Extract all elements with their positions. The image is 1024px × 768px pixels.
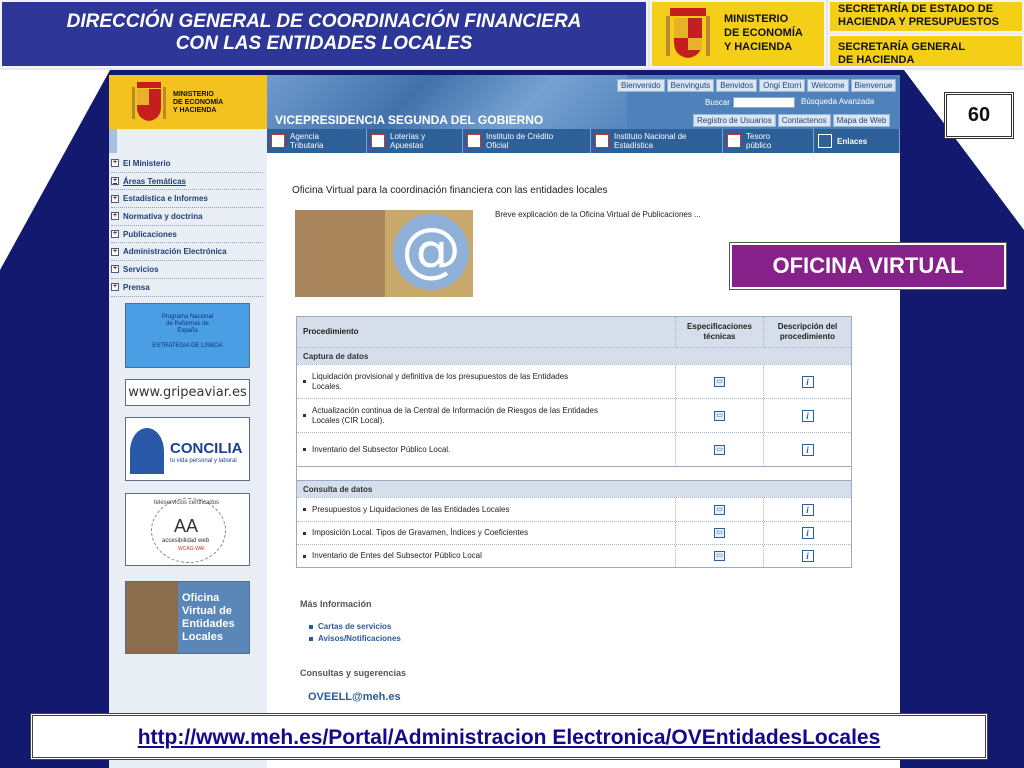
sec2-line2: DE HACIENDA — [838, 54, 915, 66]
aa-subtitle: accesibilidad web — [162, 538, 210, 544]
slide-header — [0, 0, 1024, 70]
info-icon[interactable]: i — [802, 527, 814, 539]
table-row — [297, 521, 851, 544]
computer-icon[interactable]: ▭ — [714, 505, 725, 515]
ine-icon — [595, 134, 609, 148]
menu-label: Estadística e Informes — [123, 194, 208, 204]
bullet-icon — [309, 637, 313, 641]
expand-icon: + — [112, 159, 118, 167]
url-caption[interactable]: http://www.meh.es/Portal/Administracion Electronica/OVEntidadesLocales — [30, 713, 988, 760]
nav-label-6: Enlaces — [837, 136, 868, 146]
nav-label-5b: público — [746, 141, 772, 150]
col-especificaciones — [675, 317, 763, 347]
spec-cell — [675, 522, 763, 544]
nav-label-1b: Tributaria — [290, 141, 324, 150]
col3-line2: procedimiento — [779, 332, 836, 341]
promo-pnr[interactable] — [125, 303, 250, 368]
spec-cell — [675, 498, 763, 521]
spec-cell — [675, 365, 763, 398]
bullet-icon — [303, 380, 306, 383]
site-banner — [267, 75, 900, 129]
table-row — [297, 497, 851, 521]
contact-email[interactable]: OVEELL@meh.es — [308, 691, 401, 703]
table-row — [297, 432, 851, 466]
lang-link[interactable]: Welcome — [807, 79, 848, 92]
lang-link[interactable]: Benvinguts — [667, 79, 715, 92]
expand-icon: + — [112, 247, 118, 255]
expand-icon: + — [112, 212, 118, 220]
row-text: Liquidación provisional y definitiva de los presupuestos de las Entidades — [312, 371, 569, 381]
menu-label: Publicaciones — [123, 229, 177, 239]
tele-label: teleservicios certificados — [154, 500, 220, 506]
ministry-line1: MINISTERIO — [724, 13, 789, 25]
desc-cell — [763, 433, 851, 466]
ove-text — [182, 592, 235, 644]
nav-item-ine[interactable] — [591, 129, 723, 153]
procedure-link[interactable] — [297, 445, 675, 455]
table-header — [297, 317, 851, 347]
menu-label: El Ministerio — [123, 158, 171, 168]
nav-label-1a: Agencia — [290, 132, 319, 141]
register-link[interactable]: Registro de Usuarios — [693, 114, 776, 127]
col2-line2: técnicas — [703, 332, 736, 341]
menu-item-ministerio[interactable] — [111, 155, 263, 173]
table-row — [297, 398, 851, 432]
lang-link[interactable]: Bienvenido — [617, 79, 665, 92]
building-photo — [126, 582, 178, 653]
info-icon[interactable]: i — [802, 410, 814, 422]
ove-line4: Locales — [182, 631, 223, 643]
promo-concilia[interactable] — [125, 417, 250, 481]
site-logo-text — [173, 91, 223, 115]
secretaria-estado — [828, 0, 1024, 33]
expand-icon: + — [112, 283, 118, 291]
bullet-icon — [303, 555, 306, 558]
coat-of-arms-icon — [129, 81, 169, 123]
expand-icon: + — [112, 177, 118, 185]
sitemap-link[interactable]: Mapa de Web — [833, 114, 891, 127]
desc-cell — [763, 365, 851, 398]
desc-cell — [763, 545, 851, 567]
menu-item-estadistica[interactable] — [111, 190, 263, 208]
menu-label: Áreas Temáticas — [123, 176, 186, 186]
info-icon[interactable]: i — [802, 376, 814, 388]
sec1-line2: HACIENDA Y PRESUPUESTOS — [838, 16, 999, 28]
row-text: Inventario del Subsector Público Local. — [312, 444, 451, 454]
menu-item-admin-electronica[interactable] — [111, 243, 263, 261]
link-label: Cartas de servicios — [318, 622, 392, 631]
spec-cell — [675, 433, 763, 466]
section-captura: Captura de datos — [297, 347, 851, 364]
row-text: Presupuestos y Liquidaciones de las Entidades Locales — [312, 504, 510, 514]
spec-cell — [675, 545, 763, 567]
ministry-name — [724, 12, 803, 54]
procedure-link[interactable] — [297, 406, 675, 426]
building-photo — [295, 210, 385, 297]
search-label: Buscar — [705, 98, 730, 107]
table-row — [297, 544, 851, 567]
search-input[interactable] — [733, 97, 795, 108]
sidebar-strip — [109, 129, 117, 153]
nav-label-4a: Instituto Nacional de — [614, 132, 687, 141]
website-screenshot — [109, 75, 900, 768]
site-navbar — [267, 129, 900, 153]
promo-accesibilidad[interactable] — [125, 493, 250, 566]
family-icon — [130, 428, 164, 474]
bullet-icon — [303, 508, 306, 511]
spec-cell — [675, 399, 763, 432]
agencia-icon — [271, 134, 285, 148]
logo-line1: MINISTERIO — [173, 91, 214, 98]
bullet-icon — [309, 625, 313, 629]
row-text: Imposición Local. Tipos de Gravamen, Índices y Coeficientes — [312, 528, 529, 537]
table-spacer — [297, 466, 851, 480]
utility-links — [693, 114, 890, 127]
table-row — [297, 364, 851, 398]
page-title: Oficina Virtual para la coordinación financiera con las entidades locales — [292, 185, 608, 196]
slide-title-line2: CON LAS ENTIDADES LOCALES — [175, 33, 473, 54]
nav-label-3a: Instituto de Crédito — [486, 132, 554, 141]
link-label: Avisos/Notificaciones — [318, 634, 401, 643]
concilia-title: CONCILIA — [170, 440, 243, 457]
coat-of-arms-icon — [660, 6, 716, 62]
ministry-line2: DE ECONOMÍA — [724, 27, 803, 39]
promo-gripeaviar[interactable]: www.gripeaviar.es — [125, 379, 250, 406]
nav-label-2b: Apuestas — [390, 141, 424, 150]
desc-cell — [763, 522, 851, 544]
computer-icon[interactable]: ▭ — [714, 551, 725, 561]
menu-item-areas[interactable] — [111, 173, 263, 191]
lang-link[interactable]: Ongi Etorri — [759, 79, 805, 92]
logo-line3: Y HACIENDA — [173, 107, 217, 114]
nav-item-loterias[interactable] — [367, 129, 463, 153]
language-links — [617, 79, 896, 92]
bullet-icon — [303, 532, 306, 535]
enlaces-icon — [818, 134, 832, 148]
nav-item-agencia[interactable] — [267, 129, 367, 153]
nav-label-2a: Loterías y — [390, 132, 426, 141]
info-icon[interactable]: i — [802, 550, 814, 562]
slide-number: 60 — [944, 92, 1014, 139]
col2-line1: Especificaciones — [687, 322, 752, 331]
pnr-line1: Programa Nacional — [161, 314, 214, 320]
procedure-link[interactable] — [297, 505, 675, 515]
expand-icon: + — [112, 230, 118, 238]
banner-title: VICEPRESIDENCIA SEGUNDA DEL GOBIERNO — [275, 113, 544, 127]
bullet-icon — [303, 414, 306, 417]
procedure-link[interactable] — [297, 528, 675, 538]
lang-link[interactable]: Bienvenue — [851, 79, 897, 92]
menu-label: Prensa — [123, 282, 150, 292]
desc-cell — [763, 498, 851, 521]
lang-link[interactable]: Benvidos — [716, 79, 757, 92]
col-descripcion — [763, 317, 851, 347]
menu-label: Administración Electrónica — [123, 247, 227, 257]
menu-item-servicios[interactable] — [111, 261, 263, 279]
nav-item-enlaces[interactable] — [814, 129, 900, 153]
sidebar-menu — [111, 155, 263, 297]
ove-line1: Oficina — [182, 592, 220, 604]
menu-label: Servicios — [123, 264, 159, 274]
expand-icon: + — [112, 265, 118, 273]
row-text: Inventario de Entes del Subsector Público Local — [312, 551, 482, 560]
oficina-virtual-label: OFICINA VIRTUAL — [730, 243, 1006, 289]
ove-line2: Virtual de — [182, 605, 232, 617]
sec2-line1: SECRETARÍA GENERAL — [838, 41, 966, 53]
consult-heading: Consultas y sugerencias — [300, 668, 407, 678]
advanced-search-link[interactable]: Búsqueda Avanzada — [801, 97, 875, 106]
row-text: Locales. — [312, 381, 342, 391]
more-info-heading: Más Información — [300, 599, 372, 609]
link-avisos[interactable] — [309, 634, 401, 643]
concilia-subtitle: tu vida personal y laboral — [170, 458, 237, 464]
menu-label: Normativa y doctrina — [123, 211, 203, 221]
section-consulta: Consulta de datos — [297, 480, 851, 497]
tesoro-icon — [727, 134, 741, 148]
col-procedimiento: Procedimiento — [303, 327, 359, 336]
procedures-table — [296, 316, 852, 568]
wcag-label: WCAG-WAI — [178, 546, 205, 552]
nav-item-tesoro[interactable] — [723, 129, 814, 153]
nav-label-4b: Estadística — [614, 141, 654, 150]
slide-title — [0, 0, 648, 68]
pnr-line4: ESTRATEGIA DE LISBOA — [152, 343, 223, 349]
ministry-line3: Y HACIENDA — [724, 41, 793, 53]
procedure-link[interactable] — [297, 372, 675, 392]
menu-item-normativa[interactable] — [111, 208, 263, 226]
pnr-line2: de Reformas de — [166, 321, 209, 327]
ministry-box — [650, 0, 826, 68]
info-icon[interactable]: i — [802, 504, 814, 516]
desc-cell — [763, 399, 851, 432]
slide-title-line1: DIRECCIÓN GENERAL DE COORDINACIÓN FINANCIERA — [66, 11, 582, 32]
logo-line2: DE ECONOMÍA — [173, 99, 224, 106]
site-logo[interactable] — [109, 75, 267, 129]
pnr-line3: España — [177, 328, 198, 334]
contact-link[interactable]: Contactenos — [778, 114, 831, 127]
page-description: Breve explicación de la Oficina Virtual de Publicaciones ... — [495, 210, 701, 219]
row-text: Actualización continua de la Central de Información de Riesgos de las Entidades — [312, 405, 598, 415]
promo-oficina-virtual[interactable] — [125, 581, 250, 654]
secretaria-general — [828, 34, 1024, 68]
computer-icon[interactable]: ▭ — [714, 377, 725, 387]
at-sign-icon: @ — [393, 214, 469, 290]
ove-line3: Entidades — [182, 618, 235, 630]
bullet-icon — [303, 448, 306, 451]
nav-label-5a: Tesoro — [746, 132, 771, 141]
info-icon[interactable]: i — [802, 444, 814, 456]
header-photo — [295, 210, 473, 297]
loterias-icon — [371, 134, 385, 148]
computer-icon[interactable]: ▭ — [714, 528, 725, 538]
decor-triangle-left — [0, 70, 110, 270]
col3-line1: Descripción del — [777, 322, 838, 331]
procedure-link[interactable] — [297, 551, 675, 561]
ico-icon — [467, 134, 481, 148]
sec1-line1: SECRETARÍA DE ESTADO DE — [838, 3, 994, 15]
menu-item-prensa[interactable] — [111, 279, 263, 297]
link-cartas[interactable] — [309, 622, 391, 631]
computer-icon[interactable]: ▭ — [714, 411, 725, 421]
nav-item-ico[interactable] — [463, 129, 591, 153]
menu-item-publicaciones[interactable] — [111, 226, 263, 244]
expand-icon: + — [112, 194, 118, 202]
computer-icon[interactable]: ▭ — [714, 445, 725, 455]
row-text: Locales (CIR Local). — [312, 415, 385, 425]
nav-label-3b: Oficial — [486, 141, 509, 150]
aa-label: AA — [174, 516, 199, 536]
